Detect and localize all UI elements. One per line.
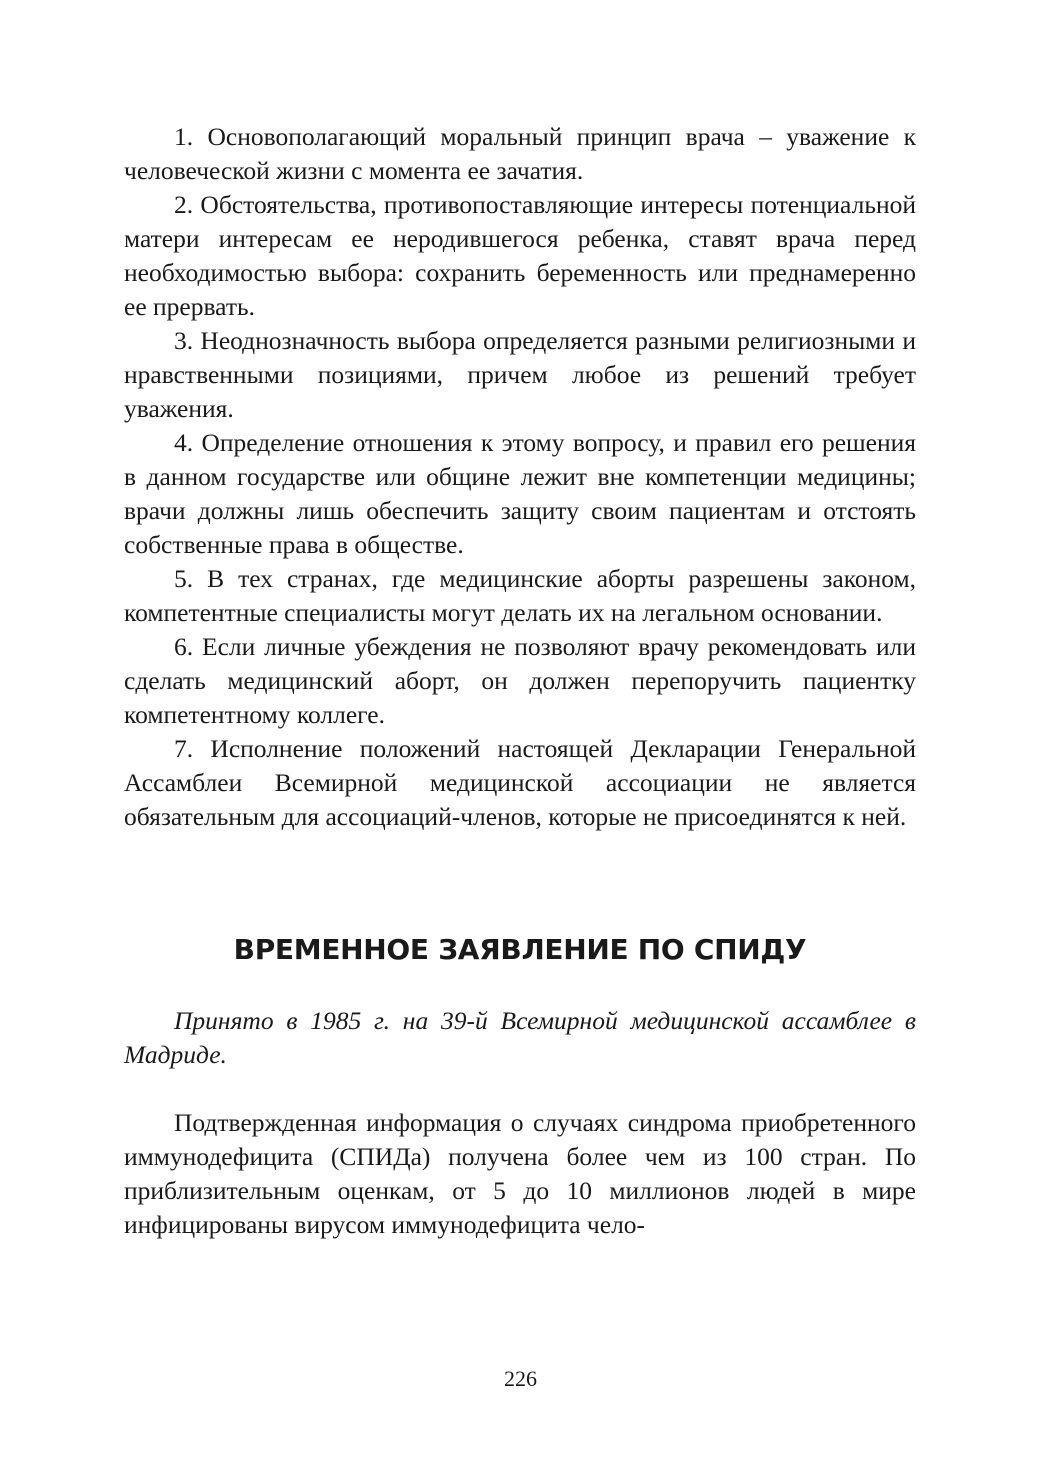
numbered-item-5: 5. В тех странах, где медицинские аборты разрешены законом, компетентные специалисты могут делать их на легальном основании. [124, 564, 916, 627]
heading-spacer [124, 970, 916, 1004]
paragraph-spacer [124, 1072, 916, 1106]
numbered-item-3: 3. Неоднозначность выбора определяется разными религиозными и нравственными позициями, причем любое из решений требует уважения. [124, 326, 916, 423]
numbered-item-7: 7. Исполнение положений настоящей Декларации Генеральной Ассамблеи Всемирной медицинской ассоциации не является обязательным для ассоциаций-членов, которые не присоединятся к ней. [124, 734, 916, 831]
section-spacer [124, 834, 916, 930]
section-title: ВРЕМЕННОЕ ЗАЯВЛЕНИЕ ПО СПИДУ [233, 933, 807, 966]
numbered-item-2: 2. Обстоятельства, противопоставляющие интересы потенциальной матери интересам ее неродившегося ребенка, ставят врача перед необходимостью выбора: сохранить беременность или преднамеренно ее прервать. [124, 190, 916, 321]
adoption-note: Принято в 1985 г. на 39-й Всемирной медицинской ассамблее в Мадриде. [124, 1006, 916, 1069]
page-number: 226 [504, 1366, 537, 1391]
numbered-item-6: 6. Если личные убеждения не позволяют врачу рекомендовать или сделать медицинский аборт, он должен перепоручить пациентку компетентному коллеге. [124, 632, 916, 729]
section-body-paragraph: Подтвержденная информация о случаях синдрома приобретенного иммунодефицита (СПИДа) получена более чем из 100 стран. По приблизительным оценкам, от 5 до 10 миллионов людей в мире инфицированы вирусом иммунодефицита чело- [124, 1108, 916, 1239]
numbered-item-1: 1. Основополагающий моральный принцип врача – уважение к человеческой жизни с момента ее зачатия. [124, 122, 916, 185]
page-content [124, 120, 916, 1242]
numbered-item-4: 4. Определение отношения к этому вопросу, и правил его решения в данном государстве или общине лежит вне компетенции медицины; врачи должны лишь обеспечить защиту своим пациентам и отстоять собственные права в обществе. [124, 428, 916, 559]
